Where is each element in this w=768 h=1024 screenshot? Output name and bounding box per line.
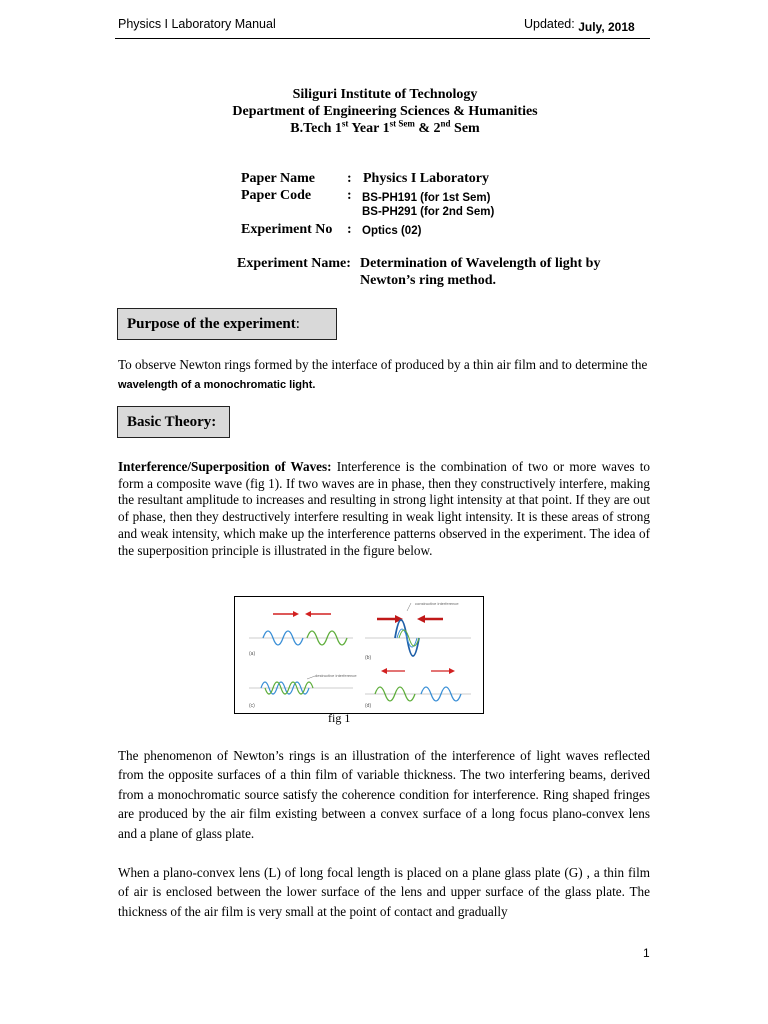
paper-code-value-2: BS-PH291 (for 2nd Sem) [362, 206, 495, 218]
page-number: 1 [643, 946, 650, 960]
colon: : [347, 188, 352, 203]
theory-heading-box [117, 406, 230, 438]
lens-setup-paragraph: When a plano-convex lens (L) of long focal length is placed on a plane glass plate (G) , a thin film of air is enclosed between the lower surface of the lens and upper surface of the glass plate. The thickness of the air film is very small at the point of contact and gradually [118, 865, 650, 919]
interference-paragraph [118, 459, 650, 559]
arrowhead [305, 611, 311, 617]
panel-c-label: (c) [249, 703, 255, 709]
arrowhead [293, 611, 299, 617]
callout-line [407, 603, 411, 611]
purpose-heading-colon: : [295, 316, 300, 332]
updated-date: July, 2018 [578, 20, 635, 34]
interference-lead: Interference/Superposition of Waves: [118, 459, 332, 474]
callout-line [307, 676, 315, 679]
colon: : [347, 171, 352, 186]
course-part: Year 1 [348, 121, 390, 136]
experiment-name-line2: Newton’s ring method. [360, 273, 496, 288]
running-header-updated [524, 17, 635, 34]
institute-name: Siliguri Institute of Technology [292, 87, 478, 102]
title-block [200, 86, 570, 137]
experiment-no-value: Optics (02) [362, 225, 422, 237]
course-part: & 2 [414, 121, 441, 136]
header-rule [115, 38, 650, 39]
purpose-text-emphasis: wavelength of a monochromatic light. [118, 379, 316, 391]
arrowhead [381, 668, 387, 674]
experiment-name-label: Experiment Name: [237, 256, 351, 271]
newton-rings-paragraph: The phenomenon of Newton’s rings is an illustration of the interference of light waves reflected from the opposite surfaces of a thin film of variable thickness. The two interfering beams, derived from a monochromatic source satisfy the coherence condition for interference. Ring shaped fringes are produced by the air film existing between a convex surface of a long focus plano-convex lens and a plane of glass plate. [118, 748, 650, 841]
course-sup: st [341, 118, 349, 129]
paper-name-label: Paper Name [241, 171, 315, 186]
purpose-heading: Purpose of the experiment [127, 316, 296, 332]
interference-text: Interference is the combination of two or more waves to form a composite wave (fig 1). If two waves are in phase, then they constructively interfere, making the resultant amplitude to increases and resulting in strong light intensity at that point. If they are out of phase, then they destructively interfere resulting in weak light intensity. It is these areas of strong and weak intensity, which make up the interference patterns observed in the experiment. The idea of the superposition principle is illustrated in the figure below. [118, 459, 650, 558]
purpose-text-part: To observe Newton rings formed by the interface of produced by a thin air film and to determine the [118, 357, 648, 372]
panel-d-label: (d) [365, 703, 372, 709]
purpose-heading-box [117, 308, 337, 340]
updated-label: Updated: [524, 17, 575, 31]
note-constructive: constructive interference [415, 601, 459, 606]
running-header-title: Physics I Laboratory Manual [118, 17, 276, 31]
experiment-name-line1: Determination of Wavelength of light by [360, 256, 601, 271]
superposition-diagram [235, 597, 483, 713]
paper-code-label: Paper Code [241, 188, 312, 203]
purpose-text [118, 355, 650, 395]
course-part: B.Tech 1 [290, 121, 342, 136]
panel-b-label: (b) [365, 655, 372, 661]
arrowhead [417, 615, 425, 623]
colon: : [347, 222, 352, 237]
course-line [200, 120, 570, 137]
note-destructive: destructive interference [315, 673, 357, 678]
theory-heading: Basic Theory: [127, 414, 217, 430]
figure-caption: fig 1 [328, 711, 351, 725]
paper-name-value: Physics I Laboratory [363, 171, 489, 186]
panel-a-label: (a) [249, 651, 256, 657]
experiment-no-label: Experiment No [241, 222, 333, 237]
course-sup: nd [440, 118, 451, 129]
course-sup: st Sem [389, 118, 415, 129]
arrowhead [449, 668, 455, 674]
department-name: Department of Engineering Sciences & Humanities [232, 104, 538, 119]
course-part: Sem [450, 121, 480, 136]
paper-code-value-1: BS-PH191 (for 1st Sem) [362, 192, 491, 204]
superposition-figure [234, 596, 484, 714]
